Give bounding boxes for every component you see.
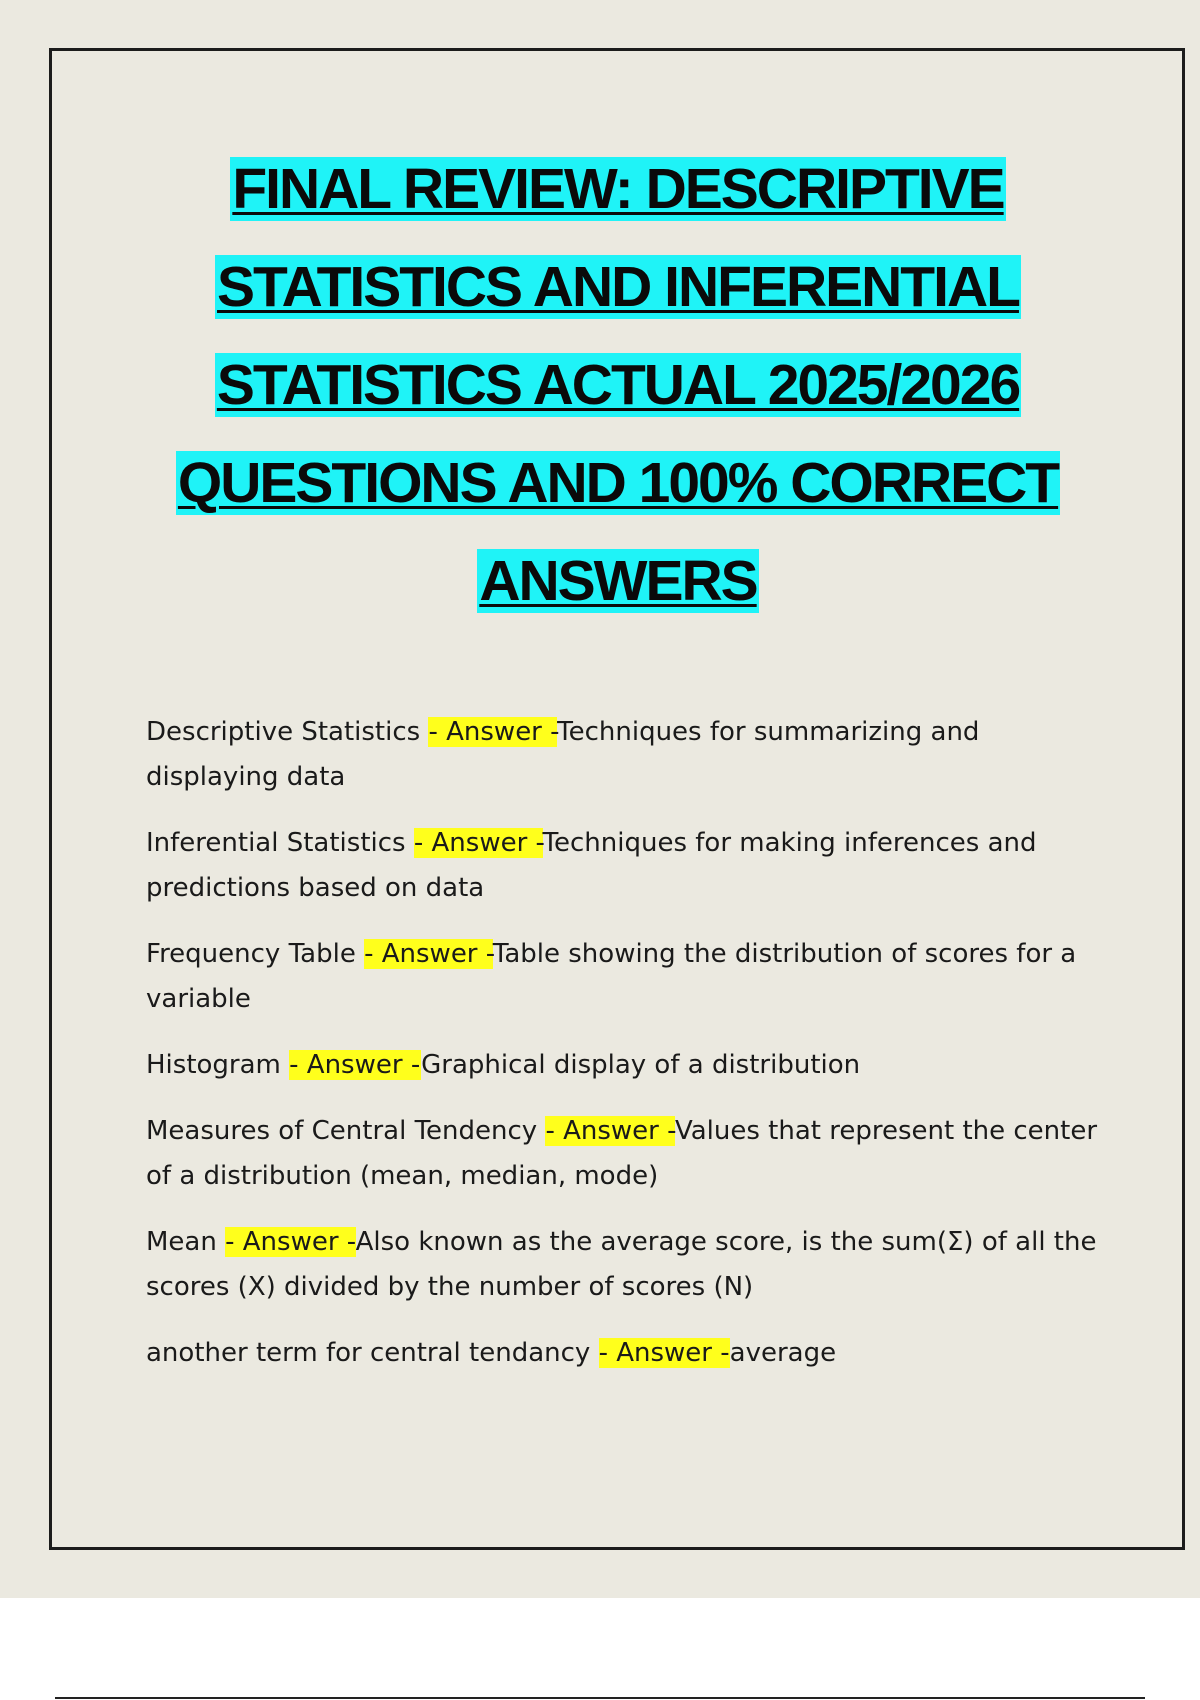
answer-label: - Answer - bbox=[545, 1116, 675, 1146]
qa-term: Inferential Statistics bbox=[146, 828, 414, 858]
qa-definition: Techniques for making inferences and predictions based on data bbox=[146, 828, 1037, 903]
answer-label: - Answer - bbox=[413, 828, 543, 858]
document-title bbox=[0, 140, 1200, 630]
qa-item bbox=[146, 932, 1106, 1022]
title-line bbox=[0, 434, 1200, 532]
qa-definition: Also known as the average score, is the sum(Σ) of all the scores (X) divided by the number of scores (N) bbox=[146, 1227, 1097, 1302]
title-line-text: QUESTIONS AND 100% CORRECT bbox=[177, 451, 1059, 515]
title-line bbox=[0, 532, 1200, 630]
title-line-text: ANSWERS bbox=[479, 549, 757, 613]
title-line-text: STATISTICS AND INFERENTIAL bbox=[217, 255, 1019, 319]
title-line-text: FINAL REVIEW: DESCRIPTIVE bbox=[232, 157, 1004, 221]
qa-definition: Values that represent the center of a distribution (mean, median, mode) bbox=[146, 1116, 1098, 1191]
answer-label: - Answer - bbox=[225, 1227, 356, 1257]
footer-divider bbox=[55, 1697, 1145, 1699]
qa-item bbox=[146, 710, 1106, 800]
title-line bbox=[0, 140, 1200, 238]
title-line-text: STATISTICS ACTUAL 2025/2026 bbox=[216, 353, 1020, 417]
answer-label: - Answer - bbox=[428, 717, 558, 747]
qa-term: Measures of Central Tendency bbox=[146, 1116, 546, 1146]
qa-term: Descriptive Statistics bbox=[146, 717, 429, 747]
qa-term: Frequency Table bbox=[146, 939, 365, 969]
qa-definition: Table showing the distribution of scores for a variable bbox=[146, 939, 1077, 1014]
title-line bbox=[0, 336, 1200, 434]
qa-term: another term for central tendancy bbox=[146, 1338, 599, 1368]
qa-item bbox=[146, 1331, 1106, 1376]
qa-definition: Graphical display of a distribution bbox=[421, 1050, 861, 1080]
qa-item bbox=[146, 1109, 1106, 1199]
answer-label: - Answer - bbox=[364, 939, 493, 969]
qa-item bbox=[146, 821, 1106, 911]
qa-item bbox=[146, 1043, 1106, 1088]
answer-label: - Answer - bbox=[598, 1338, 730, 1368]
qa-definition: average bbox=[729, 1338, 837, 1368]
qa-item bbox=[146, 1220, 1106, 1310]
qa-term: Histogram bbox=[146, 1050, 290, 1080]
qa-list bbox=[146, 710, 1106, 1397]
qa-definition: Techniques for summarizing and displaying data bbox=[146, 717, 980, 792]
qa-term: Mean bbox=[146, 1227, 226, 1257]
answer-label: - Answer - bbox=[289, 1050, 422, 1080]
title-line bbox=[0, 238, 1200, 336]
